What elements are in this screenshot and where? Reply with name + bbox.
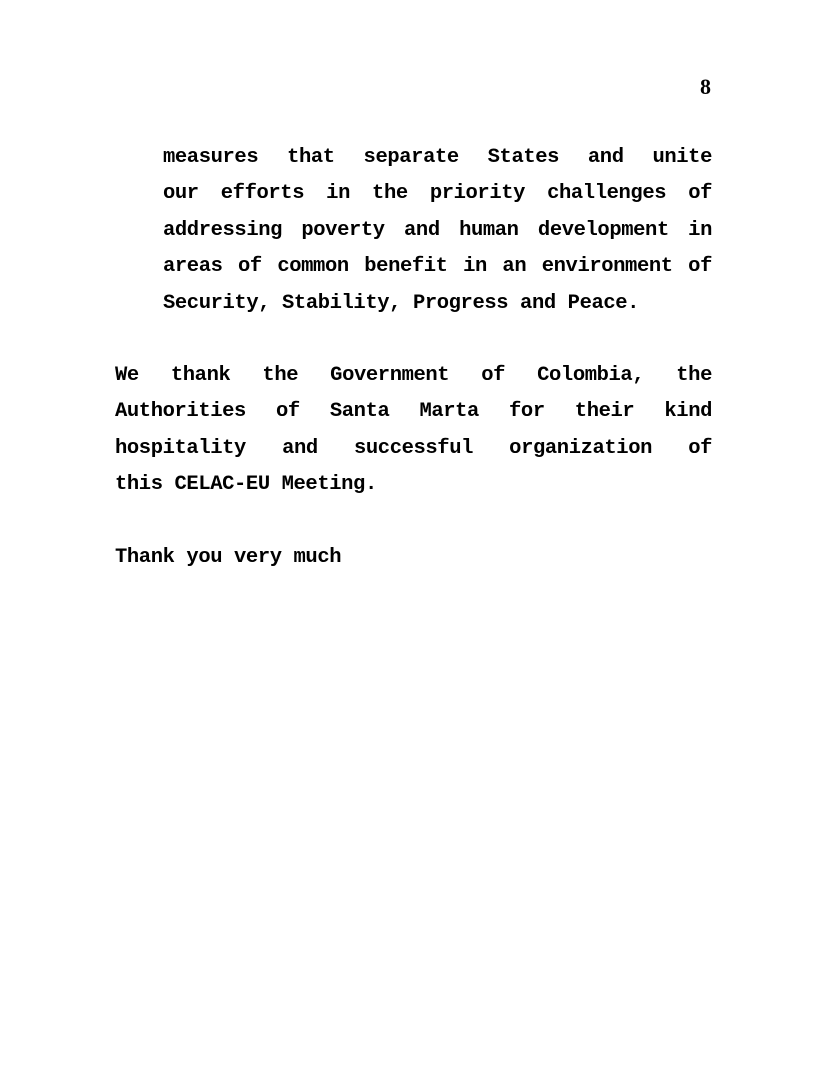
- paragraph-line: addressing poverty and human development in: [163, 218, 712, 242]
- page-number: 8: [700, 74, 711, 99]
- paragraph-line: Security, Stability, Progress and Peace.: [163, 291, 640, 315]
- paragraph-line: areas of common benefit in an environment of: [163, 255, 712, 279]
- paragraph-line: Authorities of Santa Marta for their kind: [115, 400, 712, 424]
- closing-line: [115, 540, 712, 576]
- thanks-paragraph: [115, 358, 712, 504]
- paragraph-line: We thank the Government of Colombia, the: [115, 364, 712, 387]
- paragraph-line: hospitality and successful organization of: [115, 436, 712, 460]
- paragraph-line: our efforts in the priority challenges of: [163, 182, 712, 206]
- closing-text: Thank you very much: [115, 546, 342, 569]
- paragraph-line: measures that separate States and unite: [163, 146, 712, 169]
- indented-paragraph: [163, 140, 712, 322]
- paragraph-line: this CELAC-EU Meeting.: [115, 473, 377, 497]
